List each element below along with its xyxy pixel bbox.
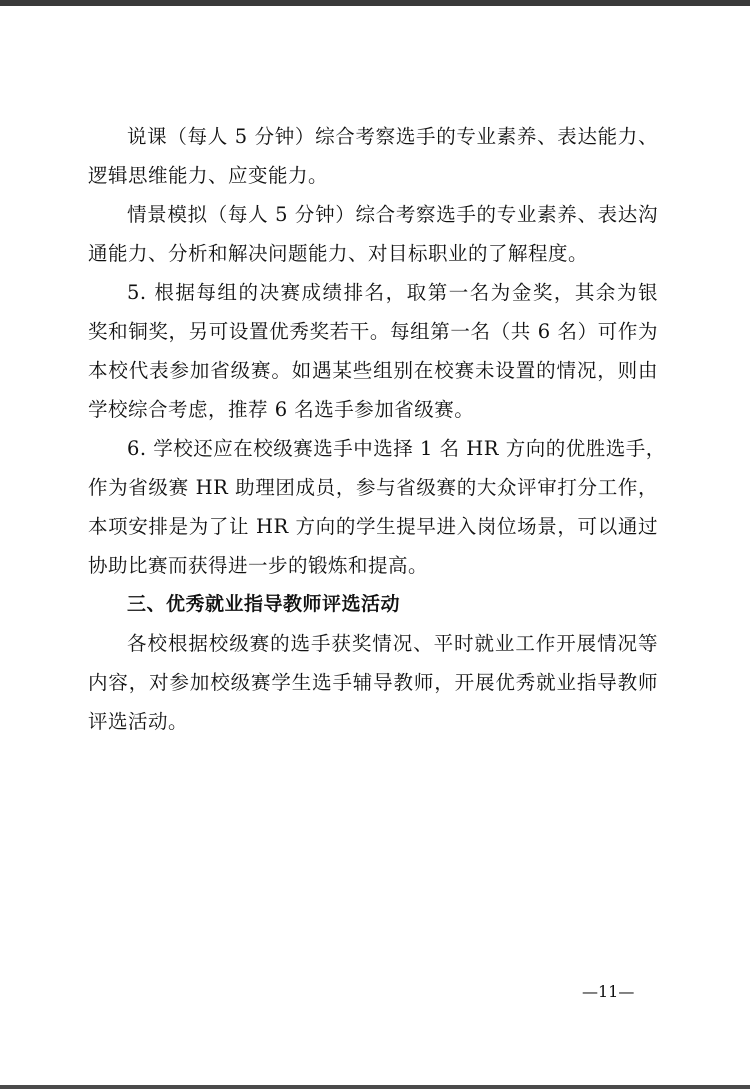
- text-line: 本项安排是为了让 HR 方向的学生提早进入岗位场景，可以通过: [88, 515, 658, 538]
- paragraph-teacher-selection: [88, 624, 658, 741]
- text-line: 奖和铜奖，另可设置优秀奖若干。每组第一名（共 6 名）可作为: [88, 320, 658, 343]
- text-line: 学校综合考虑，推荐 6 名选手参加省级赛。: [88, 398, 475, 421]
- text-line: 本校代表参加省级赛。如遇某些组别在校赛未设置的情况，则由: [88, 359, 658, 382]
- text-line: 说课（每人 5 分钟）综合考察选手的专业素养、表达能力、: [127, 125, 658, 148]
- text-line: 评选活动。: [88, 710, 189, 733]
- text-line: 各校根据校级赛的选手获奖情况、平时就业工作开展情况等: [127, 632, 658, 655]
- text-line: 5. 根据每组的决赛成绩排名，取第一名为金奖，其余为银: [127, 281, 658, 304]
- paragraph-lecture: [88, 117, 658, 195]
- scan-top-edge: [0, 0, 750, 6]
- document-page-body: [88, 117, 666, 741]
- text-line: 情景模拟（每人 5 分钟）综合考察选手的专业素养、表达沟: [127, 203, 658, 226]
- text-line: 作为省级赛 HR 助理团成员，参与省级赛的大众评审打分工作，: [88, 476, 658, 499]
- paragraph-scenario: [88, 195, 658, 273]
- text-line: 通能力、分析和解决问题能力、对目标职业的了解程度。: [88, 242, 589, 265]
- section-heading: 三、优秀就业指导教师评选活动: [127, 593, 401, 615]
- text-line: 协助比赛而获得进一步的锻炼和提高。: [88, 554, 429, 577]
- page-number: —11—: [582, 982, 635, 1001]
- scan-bottom-edge: [0, 1085, 750, 1089]
- text-line: 逻辑思维能力、应变能力。: [88, 164, 329, 187]
- text-line: 6. 学校还应在校级赛选手中选择 1 名 HR 方向的优胜选手，: [127, 437, 666, 460]
- paragraph-item-5: [88, 273, 658, 429]
- paragraph-item-6: [88, 429, 666, 585]
- text-line: 内容，对参加校级赛学生选手辅导教师，开展优秀就业指导教师: [88, 671, 658, 694]
